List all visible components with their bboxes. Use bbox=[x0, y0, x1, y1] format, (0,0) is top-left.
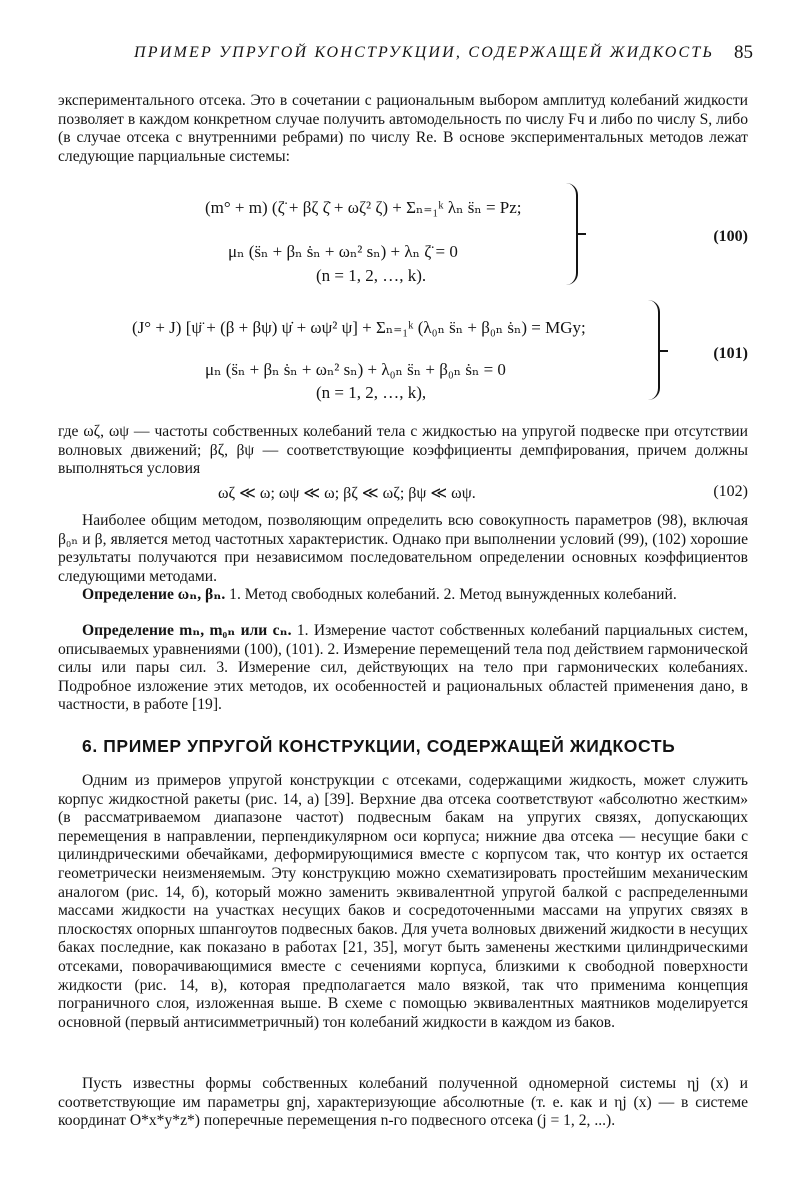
section-heading: 6. ПРИМЕР УПРУГОЙ КОНСТРУКЦИИ, СОДЕРЖАЩЕЙ ЖИДКОСТЬ bbox=[82, 736, 676, 756]
equation-100-brace-point bbox=[578, 233, 586, 235]
equation-102-text: ωζ ≪ ω; ωψ ≪ ω; βζ ≪ ωζ; βψ ≪ ωψ. bbox=[218, 485, 476, 502]
section-paragraph-1: Одним из примеров упругой конструкции с отсеками, содержащими жидкость, может служить корпус жидкостной ракеты (рис. 14, а) [39]. Верхние два отсека соответствуют «абсолютно жестким» (в рассматриваемом диапазоне частот) подвесным бакам на упругих связях, допускающих перемещения в направлении, перпендикулярном оси корпуса; нижние два отсека — несущие баки с цилиндрическими обечайками, деформирующимися вместе с корпусом так, что контур их остается геометрически неизменяемым. Эту конструкцию можно схематизировать простейшим механическим аналогом (рис. 14, б), который можно заменить эквивалентной упругой балкой с распределенными массами жидкости на участках несущих баков и сосредоточенными массами на упругих связях в плоскостях опорных шпангоутов подвесных баков. Для учета волновых движений жидкости в несущих баках последние, как показано в работах [21, 35], могут быть заменены жесткими цилиндрическими отсеками, поворачивающимися вместе с сечениями корпуса, близкими к свободной поверхности жидкости (рис. 14, в), которая предполагается мало вязкой, так что применима концепция пограничного слоя, изложенная выше. В схеме с помощью эквивалентных маятников моделируется основной (первый антисимметричный) тон колебаний жидкости в каждом из баков. bbox=[58, 772, 748, 1031]
equation-100-line-3: (n = 1, 2, …, k). bbox=[316, 266, 427, 285]
equation-101-number: (101) bbox=[713, 345, 748, 362]
definition-m-text: 1. Измерение частот собственных колебаний парциальных систем, описываемых уравнениями (100), (101). 2. Измерение перемещений тела под действием гармонической силы или пары сил. 3. Измерение сил, действующих на тело при гармонических колебаниях. Подробное изложение этих методов, их особенностей и рациональных областей применения дано, в частности, в работе [19]. bbox=[58, 622, 749, 714]
intro-paragraph: экспериментального отсека. Это в сочетании с рациональным выбором амплитуд колебаний жидкости позволяет в каждом конкретном случае получить автомодельность по числу Fч и либо по числу S, либо (в случае отсека с внутренними ребрами) по числу Re. В основе экспериментальных методов лежат следующие парциальные системы: bbox=[58, 92, 748, 165]
where-paragraph: где ωζ, ωψ — частоты собственных колебаний тела с жидкостью на упругой подвеске при отсутствии волновых движений; βζ, βψ — соответствующие коэффициенты демпфирования, причем должны выполняться условия bbox=[58, 423, 748, 478]
running-title: ПРИМЕР УПРУГОЙ КОНСТРУКЦИИ, СОДЕРЖАЩЕЙ ЖИДКОСТЬ bbox=[134, 44, 715, 61]
definition-omega-label: Определение ωₙ, βₙ. bbox=[82, 586, 226, 603]
running-header bbox=[60, 44, 753, 68]
equation-100-number: (100) bbox=[713, 228, 748, 245]
equation-100-line-2: μₙ (s̈ₙ + βₙ ṡₙ + ωₙ² sₙ) + λₙ ζ̈ = 0 bbox=[228, 242, 458, 261]
equation-101-line-3: (n = 1, 2, …, k), bbox=[316, 383, 427, 402]
definition-m-paragraph bbox=[58, 622, 748, 715]
equation-102-number: (102) bbox=[713, 483, 748, 500]
page-number: 85 bbox=[734, 42, 753, 63]
equation-101-brace-point bbox=[660, 350, 668, 352]
definition-omega-text: 1. Метод свободных колебаний. 2. Метод вынужденных колебаний. bbox=[225, 586, 677, 603]
equation-101-brace bbox=[648, 300, 660, 400]
definition-omega-paragraph bbox=[58, 586, 748, 605]
equation-100-brace bbox=[566, 183, 578, 285]
equation-101-line-2: μₙ (s̈ₙ + βₙ ṡₙ + ωₙ² sₙ) + λ₀ₙ s̈ₙ + β₀ₙ ṡₙ = 0 bbox=[205, 360, 506, 379]
equation-101-line-1: (J° + J) [ψ̈ + (β + βψ) ψ̇ + ωψ² ψ] + Σₙ₌₁ᵏ (λ₀ₙ s̈ₙ + β₀ₙ ṡₙ) = MGy; bbox=[132, 318, 586, 337]
section-paragraph-2: Пусть известны формы собственных колебаний полученной одномерной системы ηj (x) и соответствующие им параметры gnj, характеризующие абсолютные (т. е. как и ηj (x) — в системе координат O*x*y*z*) поперечные перемещения n-го подвесного отсека (j = 1, 2, ...). bbox=[58, 1075, 748, 1130]
definition-m-label: Определение mₙ, m₀ₙ или cₙ. bbox=[82, 622, 292, 639]
equation-100-line-1: (m° + m) (ζ̈ + βζ ζ̇ + ωζ² ζ) + Σₙ₌₁ᵏ λₙ s̈ₙ = Pz; bbox=[205, 198, 522, 217]
general-method-paragraph: Наиболее общим методом, позволяющим определить всю совокупность параметров (98), включая β₀ₙ и β, является метод частотных характеристик. Однако при выполнении условий (99), (102) хорошие результаты получаются при независимом последовательном определении основных коэффициентов следующими методами. bbox=[58, 512, 748, 585]
